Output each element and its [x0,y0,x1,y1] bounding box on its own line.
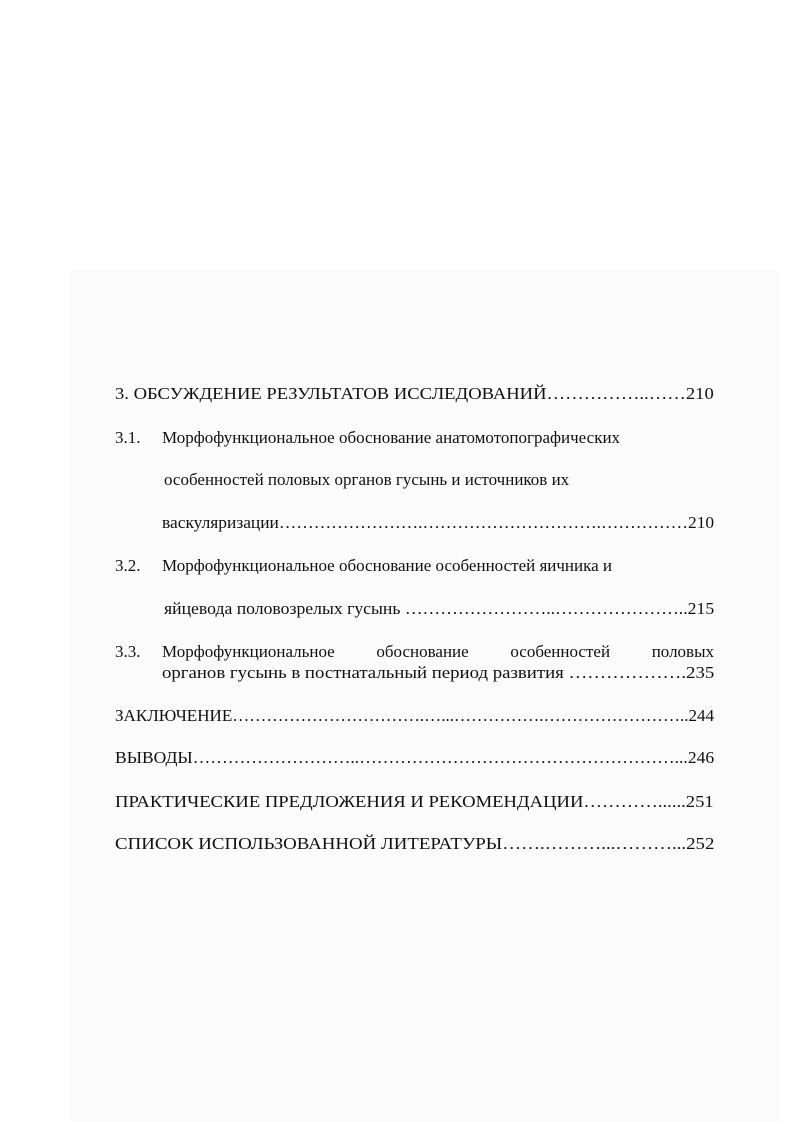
toc-entry-findings: ВЫВОДЫ………………………..………………………………………………...246 [115,748,715,767]
toc-number-3-1: 3.1. [115,428,141,447]
toc-number-3-2: 3.2. [115,556,141,575]
toc-entry-3-2-line1: Морфофункциональное обоснование особенностей яичника и [162,556,613,575]
toc-entry-3-3-line1 [162,642,714,662]
toc-entry-conclusion: ЗАКЛЮЧЕНИЕ…………………………….…...…………….……………………..244 [115,706,715,725]
toc-entry-3-2-line2: яйцевода половозрелых гусынь ……………………..…………………..215 [164,599,715,618]
toc-word: половых [651,642,715,661]
toc-entry-literature: СПИСОК ИСПОЛЬЗОВАННОЙ ЛИТЕРАТУРЫ…….………...………...252 [115,834,715,853]
toc-entry-3-1-line3: васкуляризации…………………….………………………….……………210 [162,513,715,532]
toc-entry-3-3-line2: органов гусынь в постнатальный период развития ……………….235 [162,663,715,682]
toc-entry-proposals: ПРАКТИЧЕСКИЕ ПРЕДЛОЖЕНИЯ И РЕКОМЕНДАЦИИ…………......251 [115,792,714,811]
toc-word: обоснование [376,642,469,661]
toc-entry-3-1-line2: особенностей половых органов гусынь и источников их [164,470,570,489]
toc-word: Морфофункциональное [162,642,335,661]
toc-number-3-3: 3.3. [115,642,141,661]
toc-entry-3-1-line1: Морфофункциональное обоснование анатомотопографических [162,428,621,447]
toc-entry-section-3: 3. ОБСУЖДЕНИЕ РЕЗУЛЬТАТОВ ИССЛЕДОВАНИЙ……………..……210 [115,384,714,403]
toc-word: особенностей [510,642,611,661]
